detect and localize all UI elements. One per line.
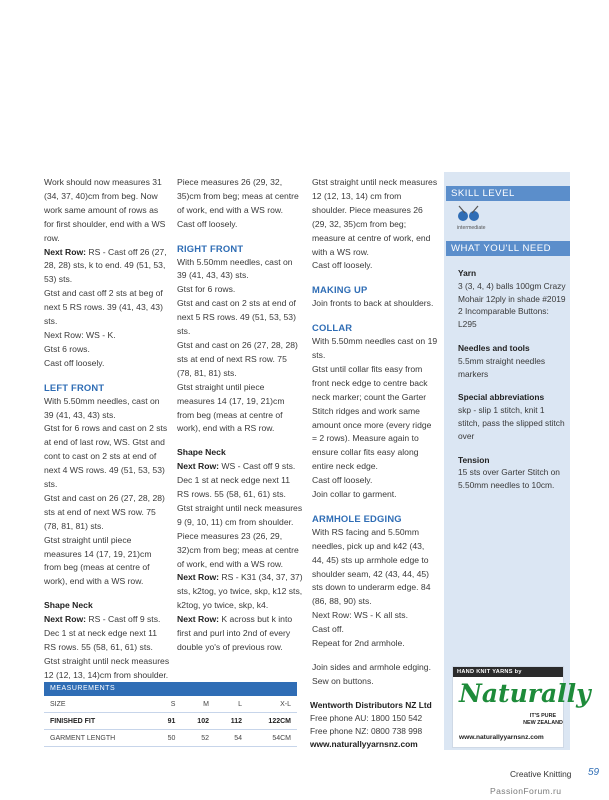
paragraph: Gtst for 6 rows. xyxy=(177,284,236,295)
row-label: Next Row: xyxy=(44,614,87,625)
paragraph: Gtst straight until piece measures 14 (17, 19, 21)cm from beg (meas at centre of work), end with a RS row. xyxy=(177,381,285,434)
brand-logo-box xyxy=(452,666,591,748)
section-heading-left-front: LEFT FRONT xyxy=(44,381,105,393)
paragraph: Gtst straight until neck measures 12 (12, 13, 14)cm from shoulder. xyxy=(44,655,170,680)
buttons-text: 2 Incomparable Buttons: L295 xyxy=(458,306,549,330)
table-cell: 112 xyxy=(215,713,248,730)
row-text: RS - Cast off 9 sts. Dec 1 st at neck edge next 11 RS rows. 55 (58, 61, 61) sts. xyxy=(44,614,161,652)
paragraph: With RS facing and 5.50mm needles, pick up and k42 (43, 44, 45) sts up armhole edge to shoulder seam, 42 (43, 44, 45) sts down to underarm edge. 84 (86, 88, 90) sts. xyxy=(312,526,431,607)
what-you-need-heading: WHAT YOU'LL NEED xyxy=(446,241,570,256)
row-text: RS - K31 (34, 37, 37) sts, k2tog, yo twice, skp, k12 sts, k2tog, yo twice, skp, k4. xyxy=(177,572,303,611)
measurements-grid xyxy=(44,696,297,747)
table-cell: GARMENT LENGTH xyxy=(44,730,153,747)
paragraph: Work should now measures 31 (34, 37, 40)cm from beg. Now work same amount of rows as for first shoulder, end with a WS row. xyxy=(44,177,166,243)
table-cell: 54CM xyxy=(248,730,297,747)
paragraph xyxy=(44,246,170,288)
paragraph xyxy=(177,613,303,655)
yarn-label: Yarn xyxy=(458,268,477,278)
paragraph: Gtst for 6 rows and cast on 2 sts at end of last row, WS. Gtst and cont to cast on 2 sts at end of next 4 WS rows. 49 (51, 53, 53) sts. xyxy=(44,423,168,490)
needles-text: 5.5mm straight needles markers xyxy=(458,355,546,379)
table-cell: 54 xyxy=(215,730,248,747)
table-cell: 91 xyxy=(153,713,181,730)
distributor-url[interactable]: www.naturallyyarnsnz.com xyxy=(310,739,418,749)
yarn-ball-icon xyxy=(456,205,482,223)
brand-tag-line-2: NEW ZEALAND xyxy=(523,720,563,726)
section-heading-right-front: RIGHT FRONT xyxy=(177,242,244,254)
section-heading-armhole-edging: ARMHOLE EDGING xyxy=(312,512,402,524)
paragraph: With 5.50mm needles, cast on 39 (41, 43, 43) sts. xyxy=(44,395,160,420)
table-cell: 50 xyxy=(153,730,181,747)
paragraph: Gtst and cast on 26 (27, 28, 28) sts at end of next WS row. 75 (78, 81, 81) sts. xyxy=(44,492,165,531)
paragraph: Gtst straight until neck measures 12 (12, 13, 14) cm from shoulder. Piece measures 26 (29, 32, 35)cm from beg; measure at centre of work, end with a WS row. xyxy=(312,177,438,257)
row-text: RS - Cast off 26 (27, 28, 28) sts, k to end. 49 (51, 53, 53) sts. xyxy=(44,246,167,285)
paragraph: Repeat for 2nd armhole. xyxy=(312,638,405,649)
row-label: Next Row: xyxy=(177,461,220,472)
row-label: Next Row: xyxy=(44,246,87,257)
requirements-list xyxy=(458,267,568,492)
table-row xyxy=(44,730,297,747)
paragraph: Next Row: WS - K. xyxy=(44,329,116,340)
table-header-row xyxy=(44,696,297,713)
paragraph: Join fronts to back at shoulders. xyxy=(312,298,434,309)
row-label: Next Row: xyxy=(177,614,220,625)
paragraph: Gtst until collar fits easy from front neck edge to centre back neck marker; count the Garter Stitch ridges and work same amount once more (every ridge = 2 rows). Measure again to ensure collar fits easy along entire neck edge. xyxy=(312,363,432,472)
paragraph: Gtst and cast on 26 (27, 28, 28) sts at end of next RS row. 75 (78, 81, 81) sts. xyxy=(177,339,298,378)
paragraph: Gtst and cast on 2 sts at end of next 5 RS rows. 49 (51, 53, 53) sts. xyxy=(177,298,296,337)
paragraph: Piece measures 26 (29, 32, 35)cm from beg; meas at centre of work, end with a WS row. xyxy=(177,177,299,215)
pattern-column-1 xyxy=(44,176,170,683)
table-cell: L xyxy=(215,696,248,713)
paragraph: Join sides and armhole edging. Sew on buttons. xyxy=(312,662,431,686)
sidebar xyxy=(444,172,570,750)
brand-strip xyxy=(453,667,563,677)
paragraph: With 5.50mm needles, cast on 39 (41, 43, 43) sts. xyxy=(177,256,293,281)
table-cell: S xyxy=(153,696,181,713)
yarn-text: 3 (3, 4, 4) balls 100gm Crazy Mohair 12ply in shade #2019 xyxy=(458,280,566,304)
magazine-name: Creative Knitting xyxy=(510,769,572,779)
paragraph: Cast off loosely. xyxy=(312,260,373,271)
table-cell: FINISHED FIT xyxy=(44,713,153,730)
table-cell: SIZE xyxy=(44,696,153,713)
phone-au: Free phone AU: 1800 150 542 xyxy=(310,713,423,723)
brand-by: by xyxy=(514,669,522,675)
paragraph: With 5.50mm needles cast on 19 sts. xyxy=(312,336,438,360)
paragraph: Gtst and cast off 2 sts at beg of next 5 RS rows. 39 (41, 43, 43) sts. xyxy=(44,288,163,327)
paragraph: Gtst straight until neck measures 9 (9, 10, 11) cm from shoulder. Piece measures 23 (26, 29, 32)cm from beg; meas at centre of work, end with a WS row. xyxy=(177,502,303,569)
brand-tagline xyxy=(523,713,563,727)
subheading-shape-neck: Shape Neck xyxy=(44,600,93,611)
paragraph: Cast off. xyxy=(312,624,344,635)
brand-tag-line-1: IT'S PURE xyxy=(529,713,557,719)
paragraph: Next Row: WS - K all sts. xyxy=(312,610,408,621)
subheading-shape-neck: Shape Neck xyxy=(177,447,226,458)
distributor-info xyxy=(310,699,445,751)
table-cell: 52 xyxy=(181,730,215,747)
row-text: K across but k into first and purl into 2nd of every double yo's of previous row. xyxy=(177,614,293,652)
pattern-column-3 xyxy=(312,176,438,689)
paragraph: Cast off loosely. xyxy=(44,357,105,368)
skill-level-text: intermediate xyxy=(457,225,486,231)
paragraph: Join collar to garment. xyxy=(312,489,397,500)
row-label: Next Row: xyxy=(177,572,220,583)
table-cell: 102 xyxy=(181,713,215,730)
section-heading-making-up: MAKING UP xyxy=(312,284,368,296)
paragraph: Gtst straight until piece measures 14 (17, 19, 21)cm from beg (meas at centre of work), end with a WS row. xyxy=(44,534,152,587)
row-text: WS - Cast off 9 sts. Dec 1 st at neck edge next 11 RS rows. 55 (58, 61, 61) sts. xyxy=(177,461,296,500)
abbreviations-label: Special abbreviations xyxy=(458,392,545,403)
table-cell: X-L xyxy=(248,696,297,713)
brand-url[interactable]: www.naturallyyarnsnz.com xyxy=(459,734,544,741)
skill-level-heading: SKILL LEVEL xyxy=(446,186,570,201)
abbreviations-text: skp - slip 1 stitch, knit 1 stitch, pass the slipped stitch over xyxy=(458,405,565,441)
paragraph xyxy=(44,613,170,655)
paragraph: Gtst 6 rows. xyxy=(44,343,90,354)
paragraph xyxy=(177,460,303,502)
brand-strip-text: HAND KNIT YARNS xyxy=(457,669,513,675)
distributor-name: Wentworth Distributors NZ Ltd xyxy=(310,700,432,710)
tension-label: Tension xyxy=(458,454,490,465)
page-number: 59 xyxy=(588,767,600,778)
paragraph xyxy=(177,571,303,613)
table-cell: 122CM xyxy=(248,713,297,730)
section-heading-collar: COLLAR xyxy=(312,322,353,334)
tension-text: 15 sts over Garter Stitch on 5.50mm needles to 10cm. xyxy=(458,467,560,491)
measurements-table xyxy=(44,682,297,747)
table-cell: M xyxy=(181,696,215,713)
measurements-title: MEASUREMENTS xyxy=(44,682,297,696)
paragraph: Cast off loosely. xyxy=(312,475,373,486)
needles-label: Needles and tools xyxy=(458,342,530,353)
brand-logo: Naturally xyxy=(459,679,591,708)
phone-nz: Free phone NZ: 0800 738 998 xyxy=(310,726,423,736)
table-row xyxy=(44,713,297,730)
watermark: PassionForum.ru xyxy=(490,786,562,796)
pattern-column-2 xyxy=(177,176,303,655)
paragraph: Cast off loosely. xyxy=(177,218,238,229)
